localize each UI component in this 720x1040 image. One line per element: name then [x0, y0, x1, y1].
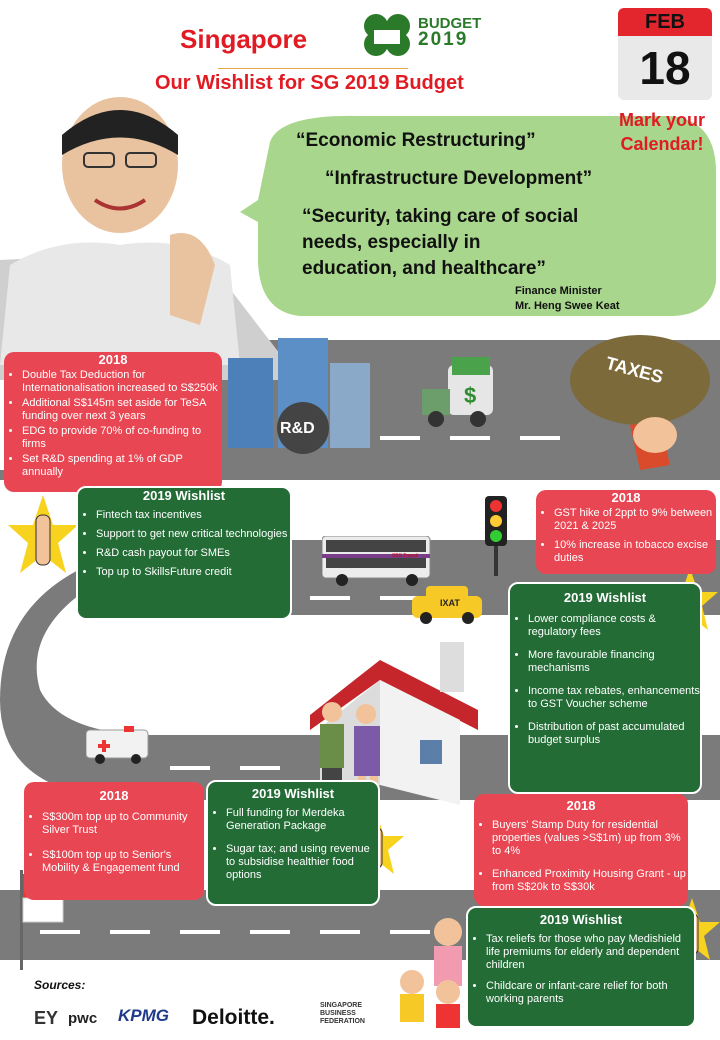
budget-logo-icon: [360, 12, 414, 58]
list-item: • Enhanced Proximity Housing Grant - up from S$20k to S$30k: [492, 868, 688, 894]
budget-logo-text: [418, 16, 481, 48]
quote-line-5: education, and healthcare”: [302, 258, 546, 279]
quote-line-1: “Economic Restructuring”: [296, 130, 536, 151]
list-item: • Lower compliance costs & regulatory fees: [528, 613, 700, 639]
country-title: Singapore: [180, 24, 308, 54]
star-crossed-fingers-icon: [8, 495, 78, 585]
box-2019-wishlist-family: [466, 906, 696, 1028]
list-item: • R&D cash payout for SMEs: [96, 547, 290, 560]
box-2018-internationalisation: [4, 352, 222, 492]
money-truck-icon: [418, 355, 498, 435]
box-2018-housing: [474, 794, 688, 906]
list-item: • S$100m top up to Senior's Mobility & Engagement fund: [42, 849, 204, 875]
box-title: 2018: [611, 490, 641, 505]
list-item: • More favourable financing mechanisms: [528, 649, 700, 675]
sbf-logo: SINGAPORE BUSINESS FEDERATION: [320, 1002, 365, 1025]
traffic-light-icon: [485, 496, 507, 576]
taxi-label: IXAT: [440, 598, 460, 608]
list-item: • Tax reliefs for those who pay Medishield life premiums for elderly and dependent children: [486, 933, 694, 972]
list-item: • Support to get new critical technologies: [96, 528, 290, 541]
box-title: 2019 Wishlist: [563, 590, 647, 605]
attribution-name: Mr. Heng Swee Keat: [515, 300, 620, 312]
list-item: • Full funding for Merdeka Generation Package: [226, 807, 378, 833]
list-item: • Additional S$145m set aside for TeSA funding over next 3 years: [22, 397, 222, 423]
sources-label: Sources:: [34, 978, 86, 992]
header-divider: [218, 68, 408, 69]
list-item: • Double Tax Deduction for Internationalisation increased to S$250k: [22, 369, 222, 395]
box-title: 2018: [99, 788, 129, 803]
list-item: • EDG to provide 70% of co-funding to firms: [22, 425, 222, 451]
calendar-icon: [618, 8, 712, 100]
quote-line-3: “Security, taking care of social: [302, 206, 579, 227]
taxes-label: TAXES: [603, 352, 666, 388]
deloitte-logo: Deloitte.: [192, 1006, 275, 1029]
box-2019-wishlist-health: [206, 780, 380, 906]
list-item: • Sugar tax; and using revenue to subsidise healthier food options: [226, 843, 378, 882]
list-item: • 10% increase in tobacco excise duties: [554, 539, 716, 565]
quote-attribution: [515, 284, 620, 314]
list-item: • Top up to SkillsFuture credit: [96, 566, 290, 579]
box-2018-gst: [536, 490, 716, 574]
attribution-role: Finance Minister: [515, 285, 602, 297]
list-item: • Income tax rebates, enhancements to GST Voucher scheme: [528, 685, 700, 711]
ambulance-icon: [86, 722, 150, 766]
list-item: • Distribution of past accumulated budget surplus: [528, 721, 700, 747]
box-title: 2019 Wishlist: [251, 786, 335, 801]
taxes-bag-icon: [560, 325, 720, 475]
box-title: 2019 Wishlist: [539, 912, 623, 927]
budget-year: 2019: [418, 29, 469, 50]
list-item: • Childcare or infant-care relief for both working parents: [486, 980, 694, 1006]
office-buildings-icon: [228, 338, 378, 458]
quote-line-4: needs, especially in: [302, 232, 481, 253]
list-item: • Set R&D spending at 1% of GDP annually: [22, 453, 222, 479]
bus-label: SBS Transit: [392, 553, 419, 559]
pwc-logo: pwc: [68, 1010, 98, 1027]
box-title: 2018: [98, 352, 128, 367]
kpmg-logo: KPMG: [118, 1006, 169, 1025]
list-item: • GST hike of 2ppt to 9% between 2021 & 2025: [554, 507, 716, 533]
page-subtitle: Our Wishlist for SG 2019 Budget: [155, 72, 464, 94]
box-2019-wishlist-business: [508, 582, 702, 794]
box-title: 2019 Wishlist: [142, 488, 226, 503]
list-item: • Buyers' Stamp Duty for residential properties (values >S$1m) up from 3% to 4%: [492, 819, 688, 858]
list-item: • S$300m top up to Community Silver Trust: [42, 811, 204, 837]
list-item: • Fintech tax incentives: [96, 509, 290, 522]
bus-icon: [322, 536, 432, 586]
calendar-caption: Mark your Calendar!: [618, 110, 706, 154]
minister-portrait: [0, 95, 240, 365]
box-title: 2018: [566, 798, 596, 813]
budget-word: BUDGET: [418, 15, 482, 32]
quote-line-2: “Infrastructure Development”: [325, 168, 593, 189]
rnd-label: R&D: [280, 420, 315, 437]
ey-logo: EY: [34, 1008, 59, 1028]
box-2018-seniors: [24, 782, 204, 900]
box-2019-wishlist-technology: [76, 486, 292, 620]
calendar-month: FEB: [618, 8, 712, 36]
calendar-day: 18: [618, 36, 712, 100]
svg-text:$: $: [464, 383, 477, 408]
